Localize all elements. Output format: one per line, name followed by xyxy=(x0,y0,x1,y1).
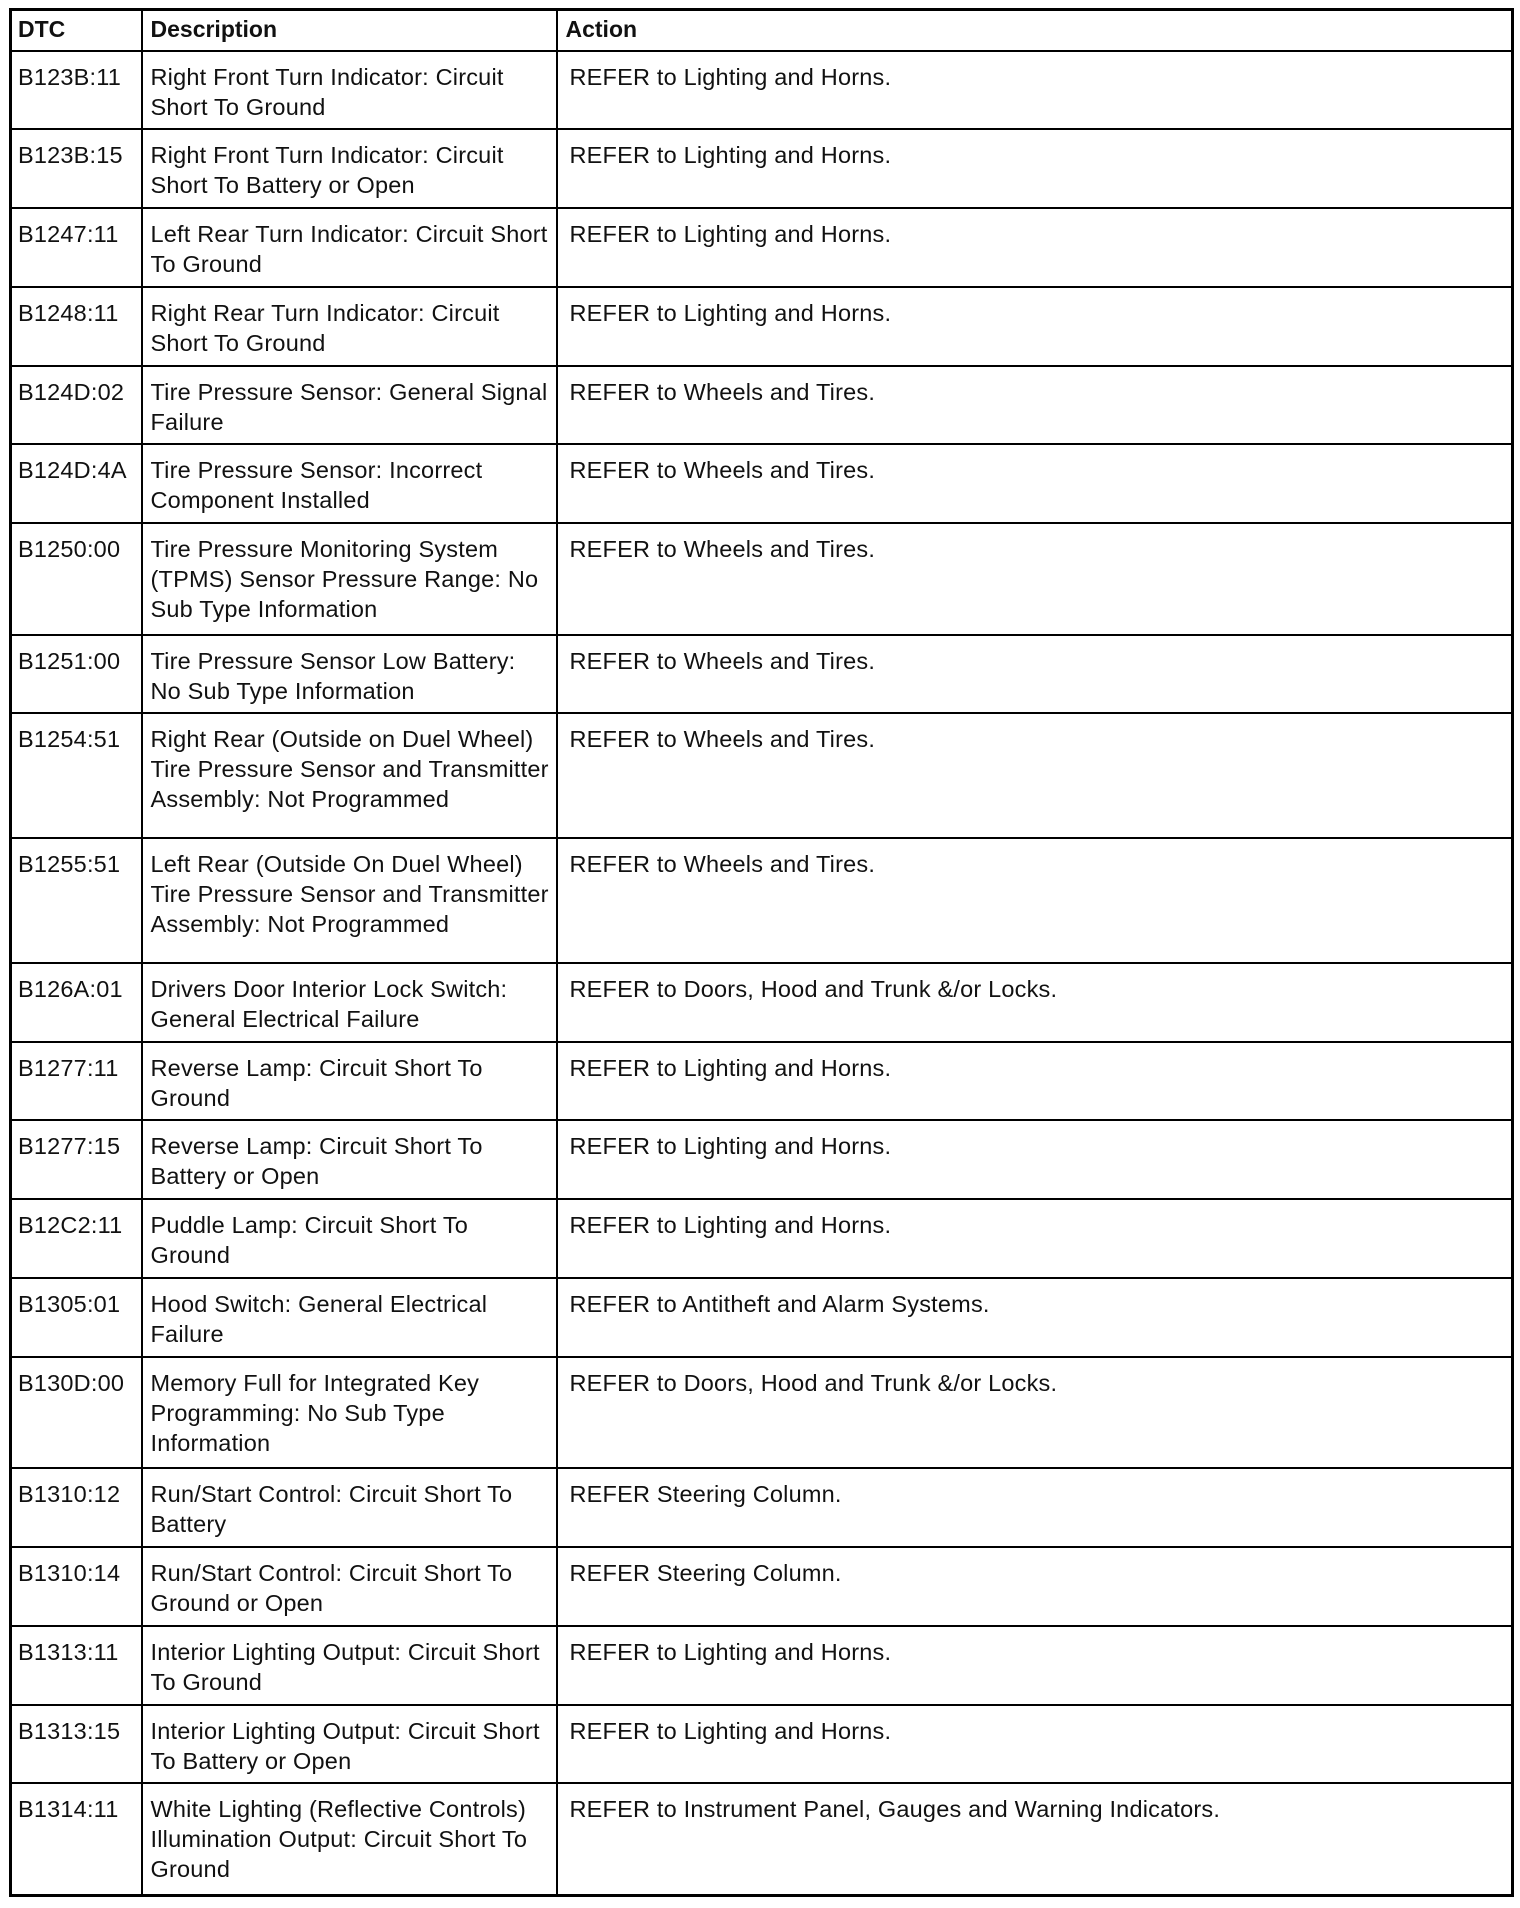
table-row xyxy=(11,1468,1513,1547)
dtc-action: REFER to Lighting and Horns. xyxy=(557,1626,1513,1705)
dtc-action: REFER to Lighting and Horns. xyxy=(557,208,1513,287)
dtc-code: B1248:11 xyxy=(11,287,142,366)
dtc-code: B1310:12 xyxy=(11,1468,142,1547)
dtc-description: Right Front Turn Indicator: Circuit Short To Battery or Open xyxy=(142,129,557,208)
table-row xyxy=(11,1199,1513,1278)
table-row xyxy=(11,51,1513,130)
dtc-description: Memory Full for Integrated Key Programming: No Sub Type Information xyxy=(142,1357,557,1469)
dtc-action: REFER to Lighting and Horns. xyxy=(557,129,1513,208)
dtc-code: B123B:15 xyxy=(11,129,142,208)
table-row xyxy=(11,366,1513,445)
dtc-code: B1310:14 xyxy=(11,1547,142,1626)
dtc-action: REFER to Wheels and Tires. xyxy=(557,523,1513,635)
dtc-action: REFER to Lighting and Horns. xyxy=(557,287,1513,366)
header-row xyxy=(11,10,1513,51)
dtc-description: Interior Lighting Output: Circuit Short To Battery or Open xyxy=(142,1705,557,1784)
dtc-action: REFER to Lighting and Horns. xyxy=(557,1199,1513,1278)
table-row xyxy=(11,287,1513,366)
dtc-description: Hood Switch: General Electrical Failure xyxy=(142,1278,557,1357)
dtc-description: Left Rear (Outside On Duel Wheel) Tire Pressure Sensor and Transmitter Assembly: Not Programmed xyxy=(142,838,557,963)
dtc-action: REFER to Antitheft and Alarm Systems. xyxy=(557,1278,1513,1357)
dtc-description: Tire Pressure Sensor: General Signal Failure xyxy=(142,366,557,445)
dtc-table xyxy=(9,8,1514,1897)
dtc-description: Right Rear (Outside on Duel Wheel) Tire Pressure Sensor and Transmitter Assembly: Not Programmed xyxy=(142,713,557,838)
dtc-description: Drivers Door Interior Lock Switch: General Electrical Failure xyxy=(142,963,557,1042)
dtc-description: Run/Start Control: Circuit Short To Battery xyxy=(142,1468,557,1547)
dtc-description: Puddle Lamp: Circuit Short To Ground xyxy=(142,1199,557,1278)
dtc-code: B1313:15 xyxy=(11,1705,142,1784)
dtc-code: B1255:51 xyxy=(11,838,142,963)
dtc-action: REFER to Wheels and Tires. xyxy=(557,838,1513,963)
table-row xyxy=(11,1278,1513,1357)
dtc-description: Right Rear Turn Indicator: Circuit Short To Ground xyxy=(142,287,557,366)
table-header xyxy=(11,10,1513,51)
table-row xyxy=(11,1783,1513,1895)
table-row xyxy=(11,1357,1513,1469)
dtc-description: Right Front Turn Indicator: Circuit Short To Ground xyxy=(142,51,557,130)
dtc-action: REFER to Wheels and Tires. xyxy=(557,635,1513,714)
table-row xyxy=(11,523,1513,635)
table-row xyxy=(11,1120,1513,1199)
dtc-action: REFER to Wheels and Tires. xyxy=(557,444,1513,523)
dtc-code: B1277:11 xyxy=(11,1042,142,1121)
dtc-action: REFER to Doors, Hood and Trunk &/or Locks. xyxy=(557,963,1513,1042)
dtc-action: REFER to Wheels and Tires. xyxy=(557,366,1513,445)
table-row xyxy=(11,444,1513,523)
dtc-code: B124D:4A xyxy=(11,444,142,523)
dtc-code: B126A:01 xyxy=(11,963,142,1042)
dtc-code: B130D:00 xyxy=(11,1357,142,1469)
column-header-description: Description xyxy=(142,10,557,51)
dtc-description: Tire Pressure Monitoring System (TPMS) Sensor Pressure Range: No Sub Type Information xyxy=(142,523,557,635)
dtc-description: Tire Pressure Sensor: Incorrect Component Installed xyxy=(142,444,557,523)
table-row xyxy=(11,713,1513,838)
dtc-description: Run/Start Control: Circuit Short To Ground or Open xyxy=(142,1547,557,1626)
dtc-code: B124D:02 xyxy=(11,366,142,445)
table-row xyxy=(11,1042,1513,1121)
dtc-description: Reverse Lamp: Circuit Short To Battery or Open xyxy=(142,1120,557,1199)
table-body xyxy=(11,51,1513,1896)
dtc-code: B1247:11 xyxy=(11,208,142,287)
dtc-code: B1254:51 xyxy=(11,713,142,838)
table-row xyxy=(11,1705,1513,1784)
dtc-action: REFER to Doors, Hood and Trunk &/or Locks. xyxy=(557,1357,1513,1469)
dtc-code: B123B:11 xyxy=(11,51,142,130)
table-row xyxy=(11,208,1513,287)
dtc-action: REFER Steering Column. xyxy=(557,1547,1513,1626)
dtc-code: B1313:11 xyxy=(11,1626,142,1705)
column-header-action: Action xyxy=(557,10,1513,51)
dtc-document xyxy=(9,8,1514,1897)
dtc-description: Interior Lighting Output: Circuit Short To Ground xyxy=(142,1626,557,1705)
dtc-code: B1305:01 xyxy=(11,1278,142,1357)
dtc-action: REFER to Lighting and Horns. xyxy=(557,1705,1513,1784)
table-row xyxy=(11,1547,1513,1626)
dtc-action: REFER to Wheels and Tires. xyxy=(557,713,1513,838)
table-row xyxy=(11,635,1513,714)
dtc-code: B1250:00 xyxy=(11,523,142,635)
dtc-code: B1277:15 xyxy=(11,1120,142,1199)
dtc-description: Left Rear Turn Indicator: Circuit Short To Ground xyxy=(142,208,557,287)
table-row xyxy=(11,838,1513,963)
dtc-action: REFER to Instrument Panel, Gauges and Warning Indicators. xyxy=(557,1783,1513,1895)
dtc-action: REFER to Lighting and Horns. xyxy=(557,51,1513,130)
dtc-action: REFER Steering Column. xyxy=(557,1468,1513,1547)
dtc-code: B12C2:11 xyxy=(11,1199,142,1278)
table-row xyxy=(11,963,1513,1042)
dtc-code: B1314:11 xyxy=(11,1783,142,1895)
dtc-description: White Lighting (Reflective Controls) Illumination Output: Circuit Short To Ground xyxy=(142,1783,557,1895)
column-header-dtc: DTC xyxy=(11,10,142,51)
dtc-description: Tire Pressure Sensor Low Battery: No Sub Type Information xyxy=(142,635,557,714)
dtc-description: Reverse Lamp: Circuit Short To Ground xyxy=(142,1042,557,1121)
dtc-action: REFER to Lighting and Horns. xyxy=(557,1042,1513,1121)
dtc-action: REFER to Lighting and Horns. xyxy=(557,1120,1513,1199)
table-row xyxy=(11,129,1513,208)
dtc-code: B1251:00 xyxy=(11,635,142,714)
table-row xyxy=(11,1626,1513,1705)
